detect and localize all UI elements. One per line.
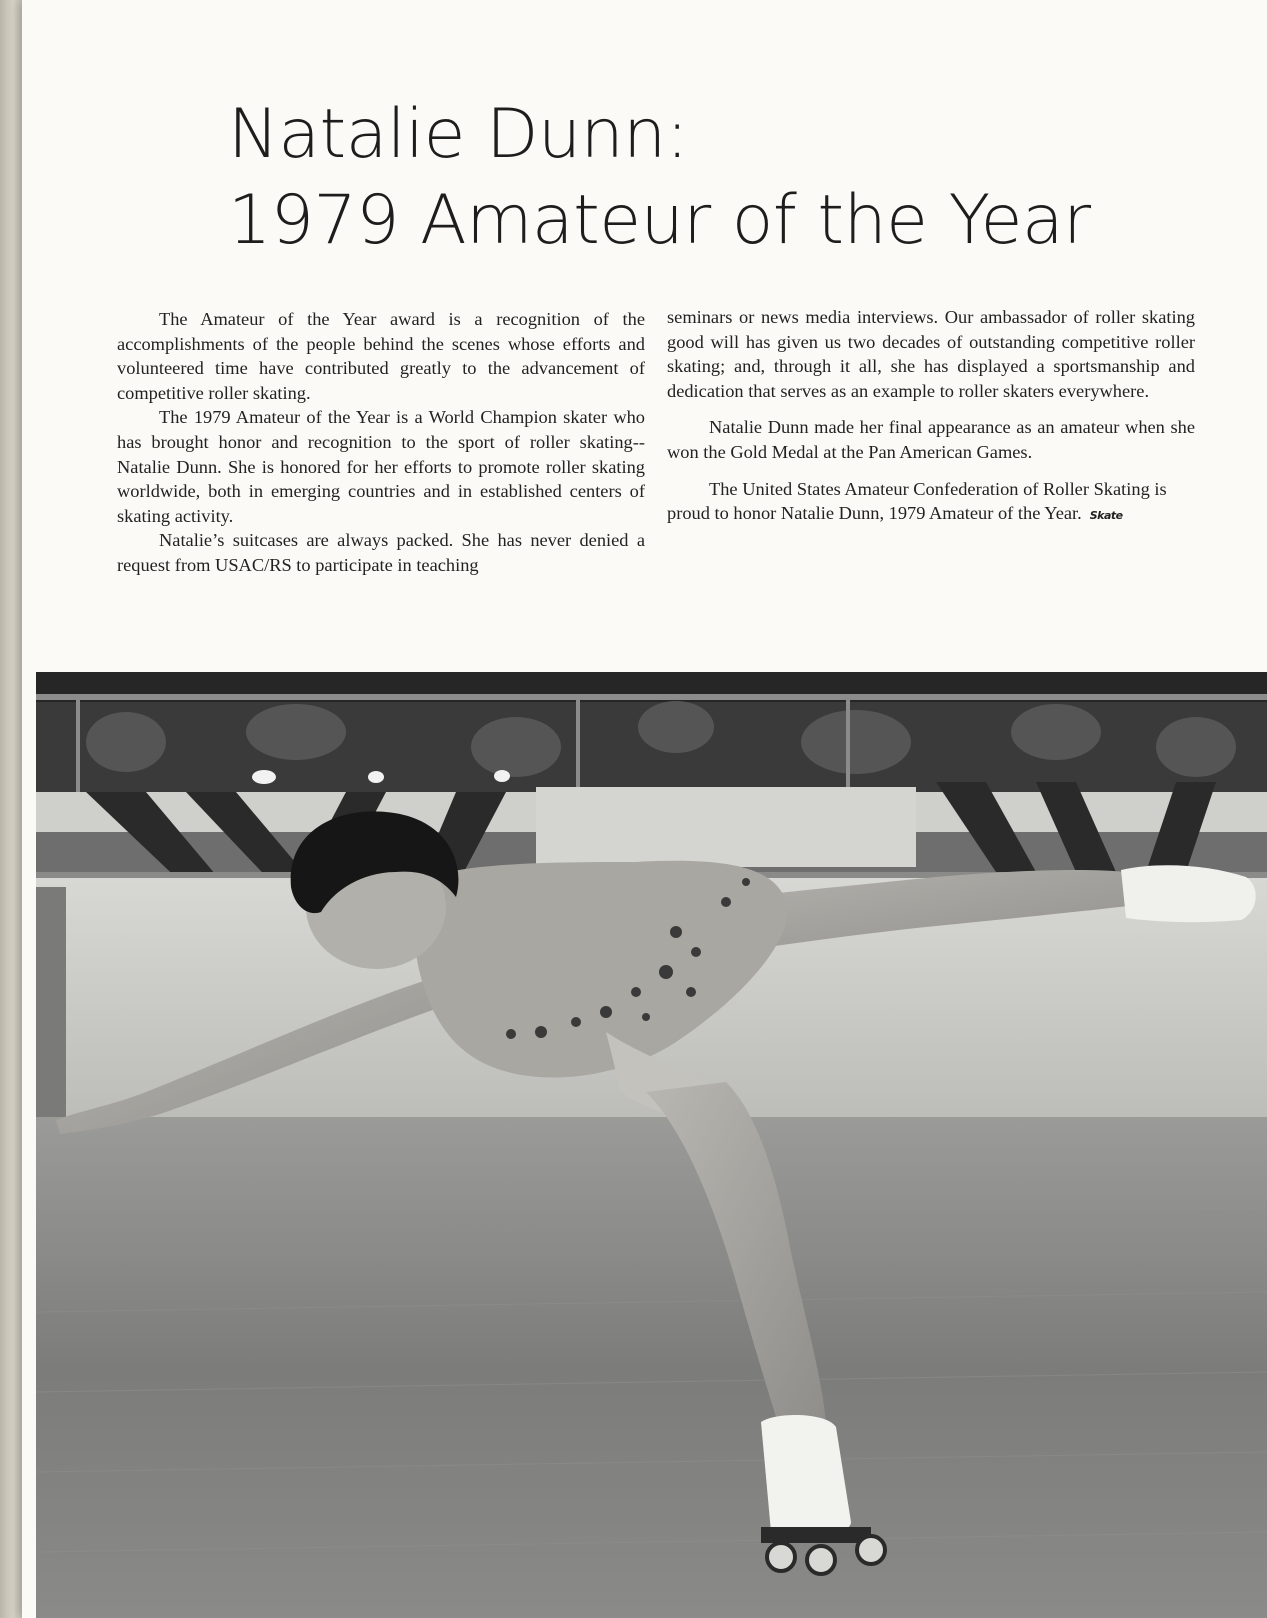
text-column-left [117, 307, 645, 578]
article-title [228, 92, 1228, 264]
paragraph-final-appearance: Natalie Dunn made her final appearance as an amateur when she won the Gold Medal at the Pan American Games. [667, 417, 1195, 462]
paragraph-champion: The 1979 Amateur of the Year is a World Champion skater who has brought honor and recognition to the sport of roller skating--Natalie Dunn. She is honored for her efforts to promote roller skating worldwide, both in emerging countries and in established centers of skating activity. [117, 407, 645, 526]
paragraph-continuation: seminars or news media interviews. Our ambassador of roller skating good will has given us two decades of outstanding competitive roller skating; and, through it all, she has displayed a sportsmanship and dedication that serves as an example to roller skaters everywhere. [667, 307, 1195, 401]
text-column-right [667, 305, 1195, 529]
paragraph-suitcases: Natalie’s suitcases are always packed. She has never denied a request from USAC/RS to participate in teaching [117, 530, 645, 575]
skate-signoff-mark: Skate [1089, 509, 1123, 523]
magazine-page [22, 0, 1267, 1618]
title-line-2: 1979 Amateur of the Year [228, 181, 1091, 260]
magazine-spine [0, 0, 22, 1618]
honor-text: The United States Amateur Confederation of Roller Skating is proud to honor Natalie Dunn, 1979 Amateur of the Year. [667, 478, 1167, 524]
paragraph-award-intro: The Amateur of the Year award is a recognition of the accomplishments of the people behind the scenes whose efforts and volunteered time have contributed greatly to the advancement of competitive roller skating. [117, 309, 645, 403]
skater-photo-illustration [36, 672, 1267, 1618]
title-line-1: Natalie Dunn: [228, 95, 689, 174]
skater-photo [36, 672, 1267, 1618]
paragraph-honor [667, 477, 1195, 529]
